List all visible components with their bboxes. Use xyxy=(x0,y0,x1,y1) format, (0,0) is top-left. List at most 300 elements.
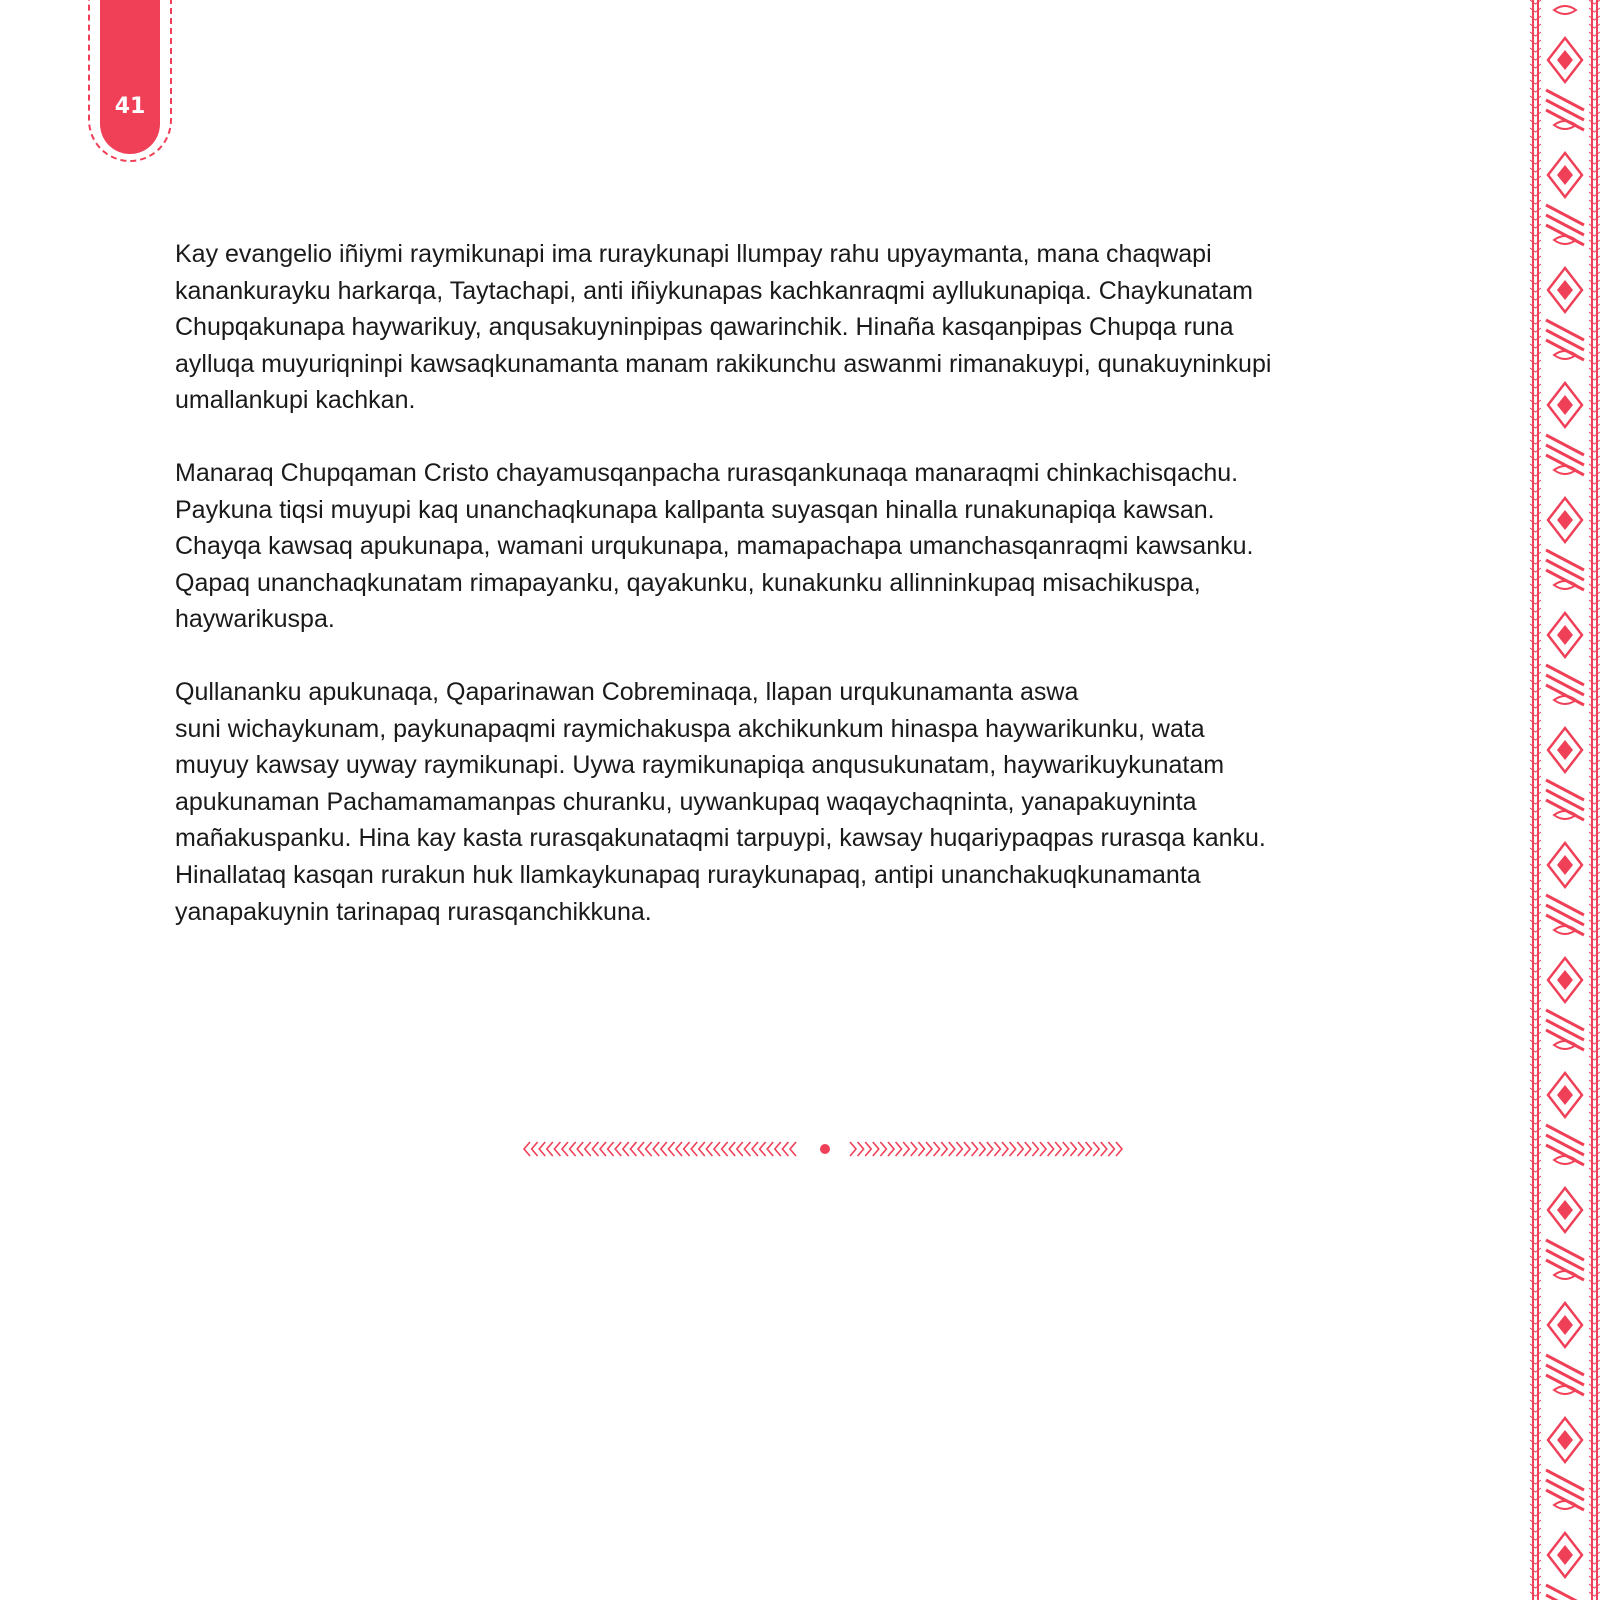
border-zigzag xyxy=(1530,664,1541,668)
body-text xyxy=(175,236,1475,966)
text-line: Kay evangelio iñiymi raymikunapi ima ruraykunapi llumpay rahu upyaymanta, mana chaqwapi xyxy=(175,240,1212,268)
border-zigzag xyxy=(1589,176,1600,180)
border-zigzag xyxy=(1530,560,1541,564)
border-zigzag xyxy=(1530,1296,1541,1300)
border-zigzag xyxy=(1589,32,1600,36)
border-zigzag xyxy=(1530,744,1541,748)
border-zigzag xyxy=(1589,0,1600,4)
chevron-right-icon xyxy=(964,1142,970,1156)
chevron-left-icon xyxy=(668,1142,674,1156)
border-zigzag xyxy=(1530,688,1541,692)
border-zigzag xyxy=(1530,856,1541,860)
border-zigzag xyxy=(1589,1544,1600,1548)
border-zigzag xyxy=(1530,456,1541,460)
border-motifs-icon xyxy=(1546,6,1584,1600)
border-zigzag xyxy=(1530,1448,1541,1452)
text-line: yanapakuynin tarinapaq rurasqanchikkuna. xyxy=(175,897,652,926)
border-zigzag xyxy=(1530,816,1541,820)
border-zigzag xyxy=(1589,440,1600,444)
border-zigzag xyxy=(1530,1520,1541,1524)
chevron-left-icon xyxy=(706,1142,712,1156)
chevron-right-icon xyxy=(1048,1142,1054,1156)
chevron-right-icon xyxy=(903,1142,909,1156)
border-zigzag xyxy=(1589,728,1600,732)
border-zigzag xyxy=(1589,656,1600,660)
border-zigzag xyxy=(1530,872,1541,876)
chevron-left-icon xyxy=(600,1142,606,1156)
border-zigzag xyxy=(1530,760,1541,764)
border-zigzag xyxy=(1530,480,1541,484)
border-zigzag xyxy=(1589,1568,1600,1572)
border-zigzag xyxy=(1530,64,1541,68)
border-zigzag xyxy=(1589,512,1600,516)
border-zigzag xyxy=(1530,1480,1541,1484)
border-zigzag xyxy=(1530,24,1541,28)
chevron-left-icon xyxy=(737,1142,743,1156)
text-line: umallankupi kachkan. xyxy=(175,386,416,415)
border-zigzag xyxy=(1530,344,1541,348)
border-zigzag xyxy=(1589,200,1600,204)
border-zigzag xyxy=(1530,1320,1541,1324)
border-zigzag xyxy=(1530,376,1541,380)
border-zigzag xyxy=(1530,576,1541,580)
border-zigzag xyxy=(1530,888,1541,892)
border-zigzag xyxy=(1530,1304,1541,1308)
border-zigzag xyxy=(1530,1008,1541,1012)
border-zigzag xyxy=(1530,712,1541,716)
border-zigzag xyxy=(1589,1512,1600,1516)
border-zigzag xyxy=(1530,520,1541,524)
border-zigzag xyxy=(1530,1000,1541,1004)
chevron-left-icon xyxy=(630,1142,636,1156)
border-zigzag xyxy=(1589,488,1600,492)
border-zigzag xyxy=(1530,1072,1541,1076)
border-zigzag xyxy=(1589,1256,1600,1260)
border-zigzag xyxy=(1589,944,1600,948)
border-zigzag xyxy=(1589,544,1600,548)
border-zigzag xyxy=(1589,880,1600,884)
chevron-left-icon xyxy=(782,1142,788,1156)
border-zigzag xyxy=(1530,176,1541,180)
text-line: suni wichaykunam, paykunapaqmi raymichakuspa akchikunkum hinaspa haywarikunku, wata xyxy=(175,714,1205,743)
border-zigzag xyxy=(1530,632,1541,636)
border-zigzag xyxy=(1530,96,1541,100)
border-zigzag xyxy=(1530,1168,1541,1172)
border-zigzag xyxy=(1589,1440,1600,1444)
border-motif xyxy=(1546,121,1584,245)
chevron-left-icon xyxy=(646,1142,652,1156)
border-zigzag xyxy=(1589,640,1600,644)
border-zigzag xyxy=(1589,1248,1600,1252)
border-zigzag xyxy=(1530,752,1541,756)
border-zigzag xyxy=(1530,400,1541,404)
chevron-left-icon xyxy=(760,1142,766,1156)
border-zigzag xyxy=(1589,864,1600,868)
border-zigzag xyxy=(1530,296,1541,300)
border-zigzag xyxy=(1530,792,1541,796)
chevron-left-icon xyxy=(691,1142,697,1156)
border-zigzag xyxy=(1589,232,1600,236)
border-zigzag xyxy=(1530,1272,1541,1276)
border-zigzag xyxy=(1589,1496,1600,1500)
border-zigzag xyxy=(1530,784,1541,788)
chevron-left-icon xyxy=(539,1142,545,1156)
border-zigzag xyxy=(1589,8,1600,12)
border-zigzag xyxy=(1530,656,1541,660)
border-zigzag xyxy=(1589,720,1600,724)
border-zigzag xyxy=(1589,536,1600,540)
border-zigzag xyxy=(1589,240,1600,244)
border-zigzag xyxy=(1530,1048,1541,1052)
border-zigzag xyxy=(1589,1520,1600,1524)
chevron-left-icon xyxy=(532,1142,538,1156)
border-zigzag xyxy=(1589,976,1600,980)
border-zigzag xyxy=(1589,1080,1600,1084)
border-zigzag xyxy=(1530,1160,1541,1164)
border-zigzag xyxy=(1589,1144,1600,1148)
border-zigzag xyxy=(1530,1344,1541,1348)
border-zigzag xyxy=(1589,592,1600,596)
border-zigzag xyxy=(1530,1104,1541,1108)
border-zigzag xyxy=(1589,360,1600,364)
border-zigzag xyxy=(1589,1592,1600,1596)
border-zigzag xyxy=(1589,1504,1600,1508)
border-zigzag xyxy=(1589,1072,1600,1076)
chevron-left-icon xyxy=(744,1142,750,1156)
border-zigzag xyxy=(1530,1152,1541,1156)
border-zigzag xyxy=(1530,472,1541,476)
border-zigzag xyxy=(1589,1056,1600,1060)
chevron-right-icon xyxy=(972,1142,978,1156)
chevron-right-icon xyxy=(979,1142,985,1156)
border-motif xyxy=(1546,926,1584,1050)
border-zigzag xyxy=(1589,344,1600,348)
chevron-left-icon xyxy=(752,1142,758,1156)
border-zigzag xyxy=(1530,1472,1541,1476)
border-zigzag xyxy=(1530,904,1541,908)
border-zigzag xyxy=(1530,1208,1541,1212)
border-zigzag xyxy=(1530,1120,1541,1124)
border-zigzag xyxy=(1589,1112,1600,1116)
border-zigzag xyxy=(1589,72,1600,76)
border-zigzag xyxy=(1530,328,1541,332)
chevron-right-icon xyxy=(896,1142,902,1156)
chevron-left-icon xyxy=(676,1142,682,1156)
border-zigzag xyxy=(1530,1336,1541,1340)
border-zigzag xyxy=(1589,40,1600,44)
border-zigzag xyxy=(1589,616,1600,620)
border-zigzag xyxy=(1530,312,1541,316)
border-zigzag xyxy=(1589,568,1600,572)
border-zigzag xyxy=(1589,160,1600,164)
border-zigzag xyxy=(1530,696,1541,700)
border-zigzag xyxy=(1589,120,1600,124)
border-zigzag xyxy=(1589,736,1600,740)
border-zigzag xyxy=(1589,1360,1600,1364)
border-zigzag xyxy=(1589,376,1600,380)
border-zigzag xyxy=(1589,1048,1600,1052)
border-zigzag xyxy=(1530,552,1541,556)
border-zigzag xyxy=(1530,128,1541,132)
divider-dot-icon xyxy=(820,1144,830,1154)
border-zigzag xyxy=(1530,840,1541,844)
border-zigzag xyxy=(1530,1512,1541,1516)
border-zigzag xyxy=(1589,1312,1600,1316)
border-zigzag xyxy=(1530,1440,1541,1444)
border-zigzag xyxy=(1589,480,1600,484)
border-zigzag xyxy=(1589,1120,1600,1124)
text-line: Manaraq Chupqaman Cristo chayamusqanpacha rurasqankunaqa manaraqmi chinkachisqachu. xyxy=(175,458,1239,487)
chevron-left-icon xyxy=(608,1142,614,1156)
border-zigzag xyxy=(1530,336,1541,340)
border-zigzag xyxy=(1530,1256,1541,1260)
border-zigzag xyxy=(1589,1304,1600,1308)
chevron-left-icon xyxy=(653,1142,659,1156)
border-zigzag xyxy=(1530,1328,1541,1332)
border-zigzag xyxy=(1589,280,1600,284)
border-zigzag xyxy=(1589,800,1600,804)
border-zigzag xyxy=(1530,824,1541,828)
chevron-right-icon xyxy=(865,1142,871,1156)
border-zigzag xyxy=(1530,72,1541,76)
border-zigzag xyxy=(1589,96,1600,100)
border-zigzag xyxy=(1530,928,1541,932)
border-zigzag xyxy=(1530,528,1541,532)
chevron-left-icon xyxy=(570,1142,576,1156)
chevron-right-icon xyxy=(1002,1142,1008,1156)
border-zigzag xyxy=(1589,792,1600,796)
border-zigzag xyxy=(1589,16,1600,20)
border-zigzag xyxy=(1589,984,1600,988)
border-zigzag xyxy=(1530,992,1541,996)
border-zigzag xyxy=(1589,680,1600,684)
border-zigzag xyxy=(1530,1216,1541,1220)
border-zigzag xyxy=(1530,1528,1541,1532)
border-zigzag xyxy=(1530,144,1541,148)
border-zigzag xyxy=(1589,1392,1600,1396)
border-zigzag xyxy=(1589,1272,1600,1276)
border-zigzag xyxy=(1589,472,1600,476)
chevron-right-icon xyxy=(1063,1142,1069,1156)
border-zigzag xyxy=(1589,824,1600,828)
border-zigzag xyxy=(1589,1384,1600,1388)
border-zigzag xyxy=(1589,752,1600,756)
chevron-left-icon xyxy=(722,1142,728,1156)
border-zigzag xyxy=(1589,456,1600,460)
border-zigzag xyxy=(1589,768,1600,772)
border-zigzag xyxy=(1530,80,1541,84)
border-zigzag xyxy=(1530,448,1541,452)
border-zigzag xyxy=(1589,1136,1600,1140)
border-zigzag xyxy=(1589,1400,1600,1404)
border-zigzag xyxy=(1530,224,1541,228)
border-zigzag xyxy=(1530,168,1541,172)
border-zigzag xyxy=(1530,240,1541,244)
border-zigzag xyxy=(1589,920,1600,924)
border-zigzag xyxy=(1589,1208,1600,1212)
border-zigzag xyxy=(1530,104,1541,108)
border-zigzag xyxy=(1589,584,1600,588)
border-zigzag xyxy=(1530,1432,1541,1436)
border-zigzag xyxy=(1530,1568,1541,1572)
chevron-right-icon xyxy=(1101,1142,1107,1156)
border-motif xyxy=(1546,1041,1584,1165)
border-zigzag xyxy=(1589,1296,1600,1300)
border-zigzag xyxy=(1530,1032,1541,1036)
border-zigzag xyxy=(1589,1264,1600,1268)
border-zigzag xyxy=(1530,536,1541,540)
border-zigzag xyxy=(1589,464,1600,468)
border-zigzag xyxy=(1530,1128,1541,1132)
border-zigzag xyxy=(1589,1232,1600,1236)
border-zigzag xyxy=(1589,48,1600,52)
text-line: aylluqa muyuriqninpi kawsaqkunamanta manam rakikunchu aswanmi rimanakuypi, qunakuyninkupi xyxy=(175,349,1272,378)
border-zigzag xyxy=(1530,768,1541,772)
border-zigzag xyxy=(1589,1160,1600,1164)
border-zigzag xyxy=(1589,1280,1600,1284)
border-zigzag xyxy=(1589,256,1600,260)
text-line: Hinallataq kasqan rurakun huk llamkaykunapaq ruraykunapaq, antipi unanchakuqkunamanta xyxy=(175,860,1201,889)
border-zigzag xyxy=(1530,1040,1541,1044)
border-zigzag xyxy=(1589,1448,1600,1452)
border-zigzag xyxy=(1589,904,1600,908)
border-zigzag xyxy=(1589,1224,1600,1228)
border-zigzag xyxy=(1530,544,1541,548)
border-zigzag xyxy=(1589,1128,1600,1132)
chevron-right-icon xyxy=(926,1142,932,1156)
border-zigzag xyxy=(1530,1200,1541,1204)
border-zigzag xyxy=(1530,1288,1541,1292)
border-zigzag xyxy=(1530,1368,1541,1372)
border-zigzag xyxy=(1589,528,1600,532)
chevron-right-icon xyxy=(949,1142,955,1156)
border-zigzag xyxy=(1530,56,1541,60)
chevron-right-icon xyxy=(987,1142,993,1156)
border-zigzag xyxy=(1589,712,1600,716)
border-zigzag xyxy=(1530,360,1541,364)
border-zigzag xyxy=(1530,600,1541,604)
border-zigzag xyxy=(1530,1136,1541,1140)
border-zigzag xyxy=(1589,672,1600,676)
border-zigzag xyxy=(1589,1368,1600,1372)
border-zigzag xyxy=(1530,16,1541,20)
chevron-right-icon xyxy=(850,1142,856,1156)
border-zigzag xyxy=(1589,1488,1600,1492)
border-zigzag xyxy=(1530,984,1541,988)
border-zigzag xyxy=(1589,112,1600,116)
border-zigzag xyxy=(1589,1464,1600,1468)
border-zigzag xyxy=(1530,1536,1541,1540)
border-zigzag xyxy=(1589,1008,1600,1012)
border-zigzag xyxy=(1589,952,1600,956)
border-zigzag xyxy=(1589,968,1600,972)
border-motif xyxy=(1546,236,1584,360)
border-zigzag xyxy=(1530,280,1541,284)
border-zigzag xyxy=(1589,832,1600,836)
text-line: Chupqakunapa haywarikuy, anqusakuyninpipas qawarinchik. Hinaña kasqanpipas Chupqa runa xyxy=(175,313,1234,342)
border-zigzag xyxy=(1530,0,1541,4)
border-zigzag xyxy=(1589,856,1600,860)
border-zigzag xyxy=(1530,1056,1541,1060)
chevron-right-icon xyxy=(956,1142,962,1156)
chevron-left-icon xyxy=(585,1142,591,1156)
border-zigzag xyxy=(1530,120,1541,124)
border-zigzag xyxy=(1530,40,1541,44)
border-zigzag xyxy=(1589,928,1600,932)
chevron-left-icon xyxy=(729,1142,735,1156)
border-zigzag xyxy=(1530,1112,1541,1116)
border-zigzag xyxy=(1530,864,1541,868)
border-zigzag xyxy=(1530,1024,1541,1028)
border-zigzag xyxy=(1589,1192,1600,1196)
border-zigzag xyxy=(1589,104,1600,108)
chevron-left-icon xyxy=(554,1142,560,1156)
chevron-left-icon xyxy=(684,1142,690,1156)
andean-pattern-border xyxy=(1530,0,1600,1600)
border-zigzag xyxy=(1589,1560,1600,1564)
border-zigzag xyxy=(1589,448,1600,452)
border-zigzag xyxy=(1530,464,1541,468)
border-zigzag xyxy=(1530,896,1541,900)
border-zigzag xyxy=(1530,248,1541,252)
text-line: Chayqa kawsaq apukunapa, wamani urqukunapa, mamapachapa umanchasqanraqmi kawsanku. xyxy=(175,532,1254,561)
border-zigzag xyxy=(1530,232,1541,236)
border-zigzag xyxy=(1589,1536,1600,1540)
border-zigzag xyxy=(1589,272,1600,276)
border-zigzag xyxy=(1530,216,1541,220)
border-zigzag xyxy=(1589,128,1600,132)
chevron-right-icon xyxy=(1116,1142,1122,1156)
border-zigzag xyxy=(1589,1336,1600,1340)
border-zigzag xyxy=(1589,552,1600,556)
chevron-right-icon xyxy=(1108,1142,1114,1156)
border-zigzag xyxy=(1530,880,1541,884)
border-zigzag xyxy=(1530,1376,1541,1380)
border-motif xyxy=(1546,466,1584,590)
border-zigzag xyxy=(1530,1312,1541,1316)
chevron-left-icon xyxy=(577,1142,583,1156)
border-zigzag xyxy=(1530,48,1541,52)
border-zigzag xyxy=(1530,1080,1541,1084)
text-line: Qapaq unanchaqkunatam rimapayanku, qayakunku, kunakunku allinninkupaq misachikuspa, xyxy=(175,568,1201,597)
page-number: 41 xyxy=(114,94,146,119)
border-zigzag xyxy=(1589,1408,1600,1412)
border-zigzag xyxy=(1589,992,1600,996)
border-zigzag xyxy=(1589,1088,1600,1092)
border-zigzag xyxy=(1589,216,1600,220)
border-zigzag xyxy=(1589,1584,1600,1588)
border-zigzag xyxy=(1530,832,1541,836)
border-zigzag xyxy=(1530,776,1541,780)
border-zigzag xyxy=(1589,1200,1600,1204)
border-zigzag xyxy=(1530,1464,1541,1468)
border-zigzag xyxy=(1589,1376,1600,1380)
border-zigzag xyxy=(1530,808,1541,812)
border-zigzag xyxy=(1530,672,1541,676)
border-zigzag xyxy=(1530,1392,1541,1396)
border-zigzag xyxy=(1589,80,1600,84)
border-zigzag xyxy=(1589,816,1600,820)
border-zigzag xyxy=(1589,784,1600,788)
chevron-right-icon xyxy=(994,1142,1000,1156)
border-zigzag xyxy=(1530,1224,1541,1228)
border-zigzag xyxy=(1530,1192,1541,1196)
border-zigzag xyxy=(1589,688,1600,692)
border-zigzag xyxy=(1589,424,1600,428)
border-zigzag xyxy=(1530,584,1541,588)
border-zigzag xyxy=(1589,600,1600,604)
border-zigzag xyxy=(1530,152,1541,156)
